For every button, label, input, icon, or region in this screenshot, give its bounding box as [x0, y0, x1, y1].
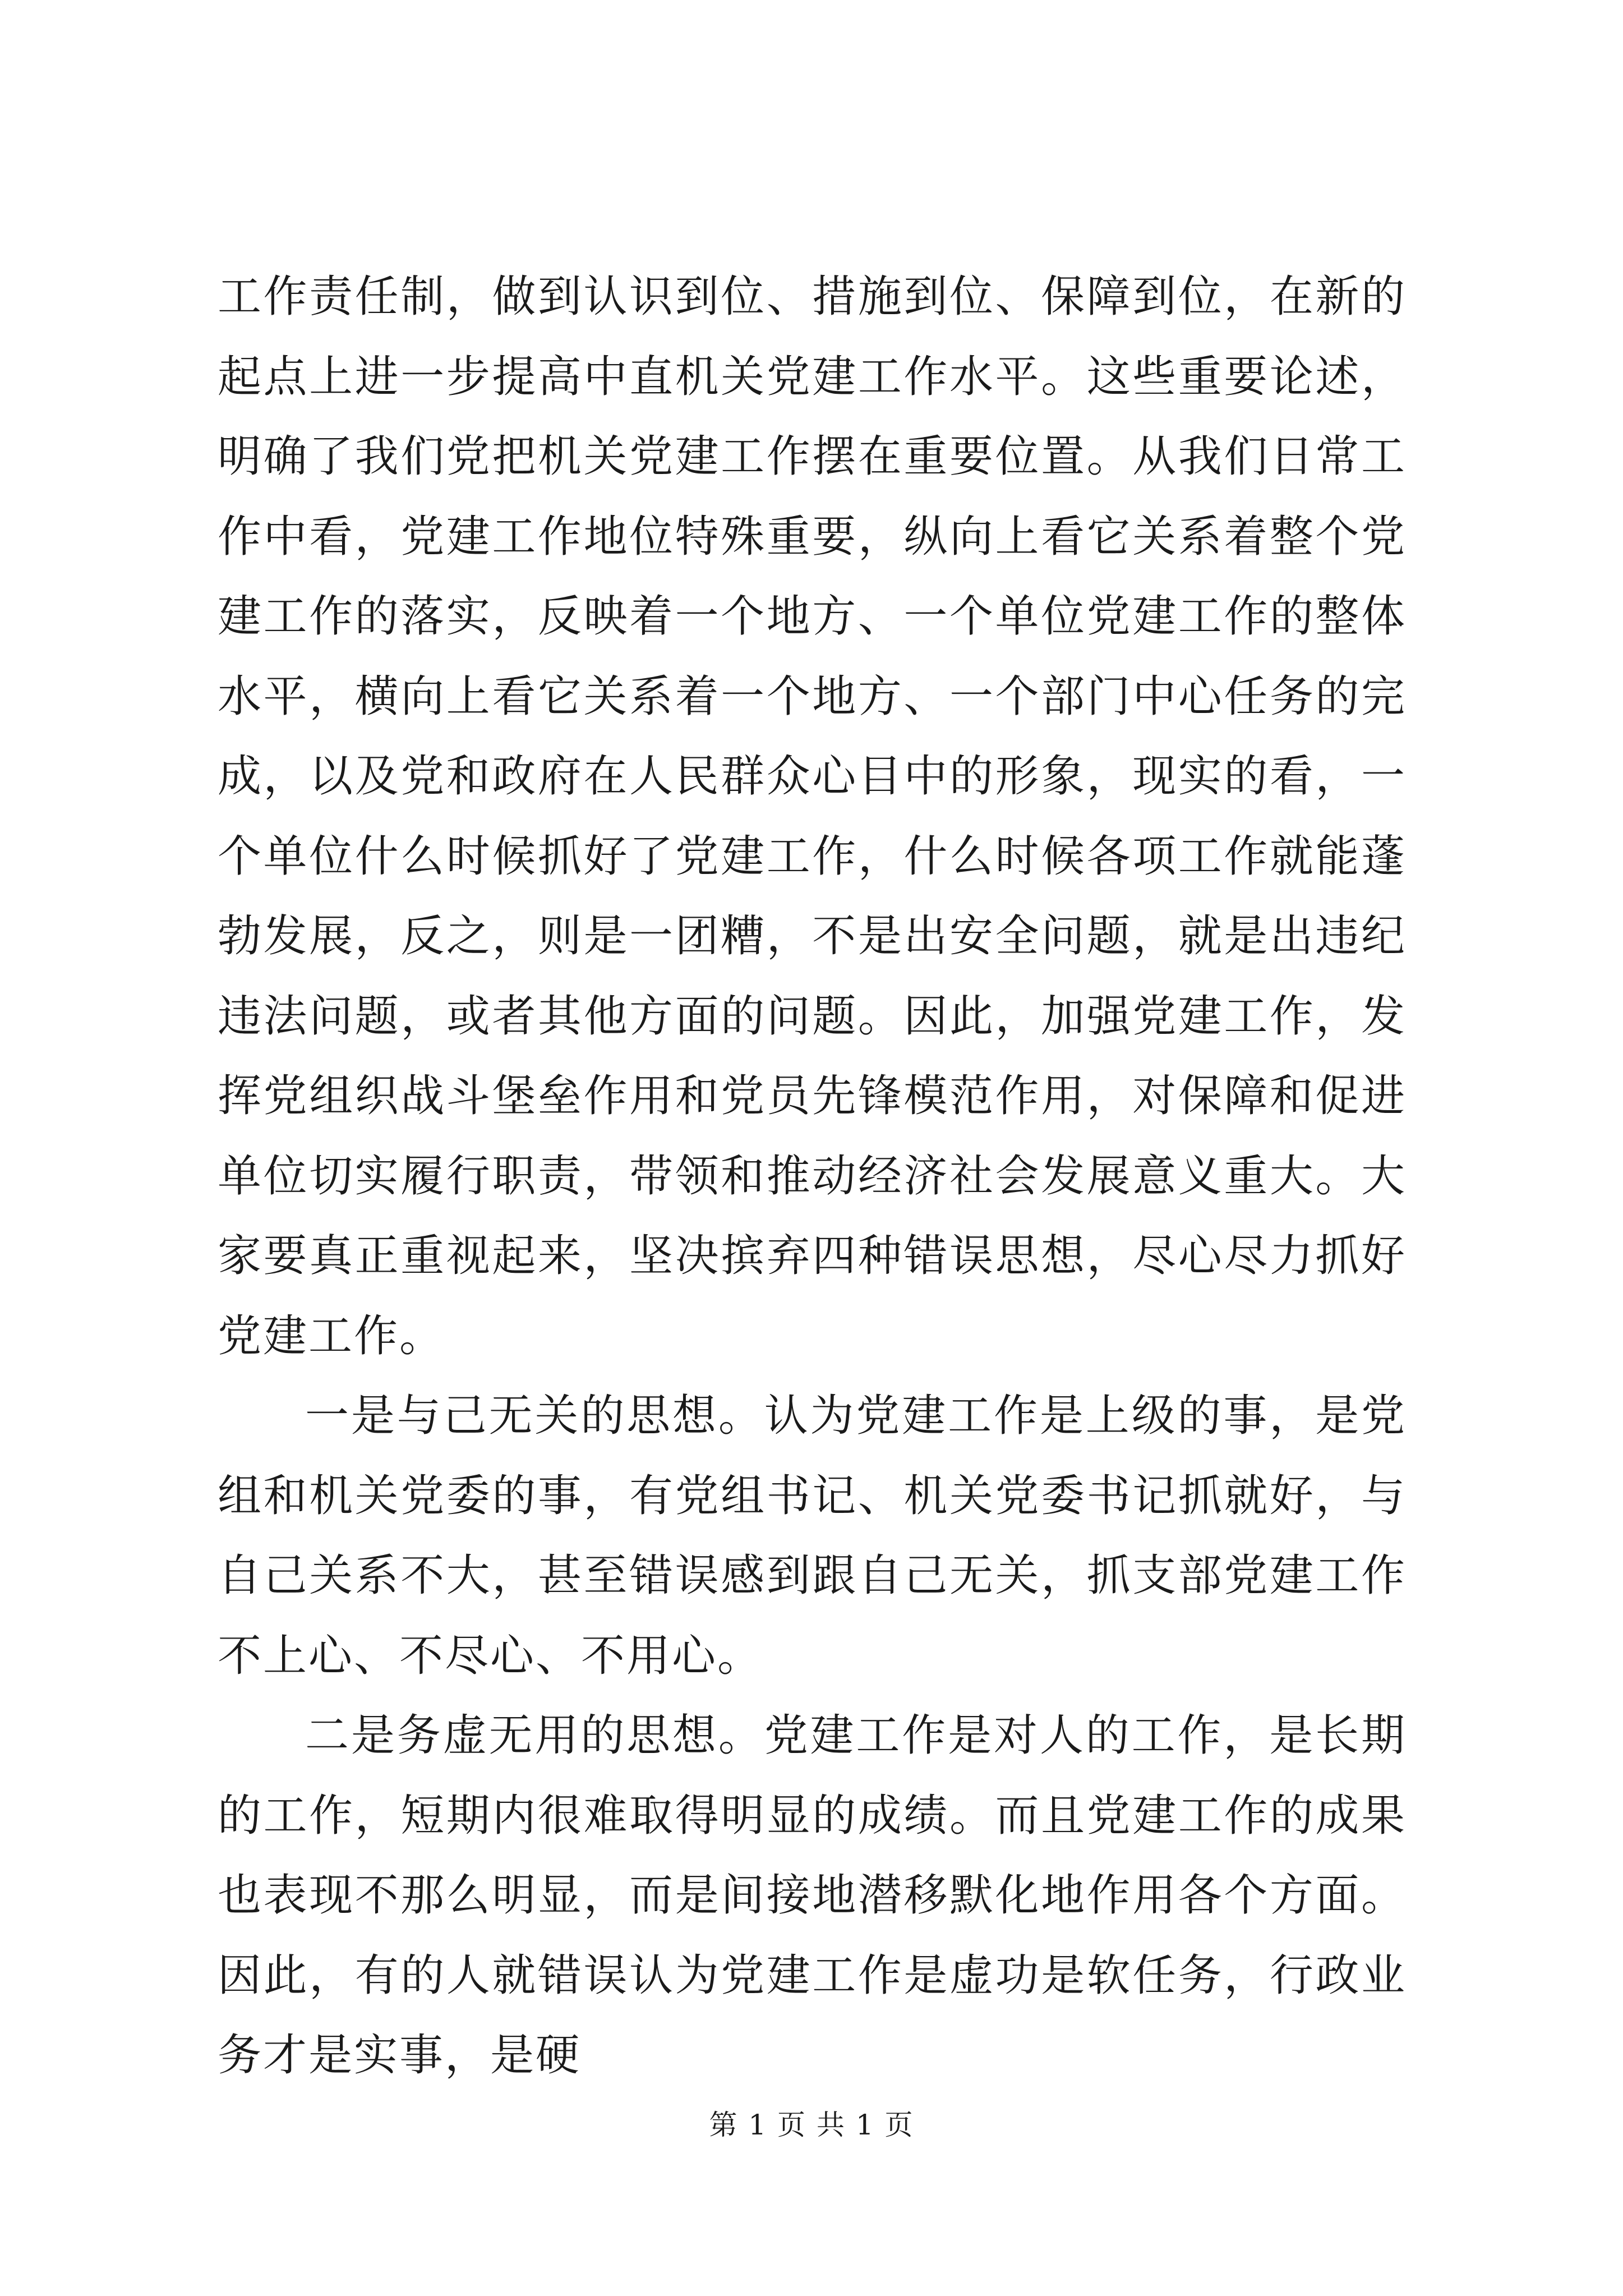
document-body — [218, 257, 1407, 2096]
paragraph-3: 二是务虚无用的思想。党建工作是对人的工作，是长期的工作，短期内很难取得明显的成绩。而且党建工作的成果也表现不那么明显，而是间接地潜移默化地作用各个方面。因此，有的人就错误认为党建工作是虚功是软任务，行政业务才是实事，是硬 — [218, 1710, 1407, 2081]
paragraph-1: 工作责任制，做到认识到位、措施到位、保障到位，在新的起点上进一步提高中直机关党建工作水平。这些重要论述，明确了我们党把机关党建工作摆在重要位置。从我们日常工作中看，党建工作地位特殊重要，纵向上看它关系着整个党建工作的落实，反映着一个地方、一个单位党建工作的整体水平，横向上看它关系着一个地方、一个部门中心任务的完成，以及党和政府在人民群众心目中的形象，现实的看，一个单位什么时候抓好了党建工作，什么时候各项工作就能蓬勃发展，反之，则是一团糟，不是出安全问题，就是出违纪违法问题，或者其他方面的问题。因此，加强党建工作，发挥党组织战斗堡垒作用和党员先锋模范作用，对保障和促进单位切实履行职责，带领和推动经济社会发展意义重大。大家要真正重视起来，坚决摈弃四种错误思想，尽心尽力抓好党建工作。 — [218, 272, 1407, 1361]
paragraph-2: 一是与己无关的思想。认为党建工作是上级的事，是党组和机关党委的事，有党组书记、机关党委书记抓就好，与自己关系不大，甚至错误感到跟自己无关，抓支部党建工作不上心、不尽心、不用心。 — [218, 1391, 1407, 1681]
page-footer: 第 1 页 共 1 页 — [709, 2109, 914, 2141]
